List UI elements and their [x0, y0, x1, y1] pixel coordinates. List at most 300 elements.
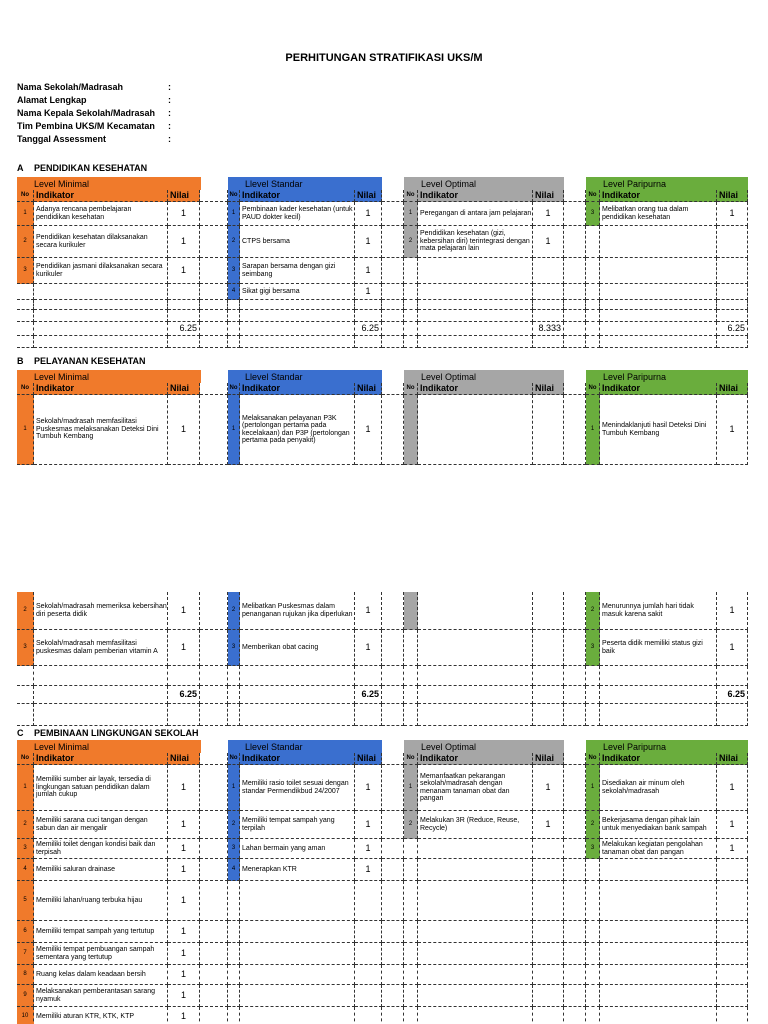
row-no-optimal: 1 — [404, 765, 418, 811]
blank-score-optimal — [533, 336, 564, 348]
empty-indicator-standar — [240, 1007, 355, 1024]
row-no-paripurna: 1 — [586, 395, 600, 465]
row-no-standar: 1 — [228, 765, 240, 811]
row-no-standar: 2 — [228, 811, 240, 839]
empty-indicator-standar — [240, 985, 355, 1007]
col-header-no-minimal: No — [17, 753, 34, 765]
empty-indicator-optimal — [418, 284, 533, 300]
blank-indicator-standar — [240, 666, 355, 686]
empty-score-paripurna — [717, 921, 748, 943]
empty-score-paripurna — [717, 859, 748, 881]
col-header-no-standar: No — [228, 753, 240, 765]
empty-score-standar — [355, 943, 382, 965]
col-header-indikator-paripurna: Indikator — [600, 190, 717, 202]
spacer-cell — [564, 881, 586, 921]
level-header-optimal: Level Optimal — [404, 177, 564, 190]
empty-indicator-optimal — [418, 395, 533, 465]
empty-score-optimal — [533, 1007, 564, 1024]
spacer-cell — [200, 258, 228, 284]
indicator-score-standar: 1 — [355, 592, 382, 630]
empty-indicator-paripurna — [600, 921, 717, 943]
empty-no-paripurna — [586, 284, 600, 300]
indicator-text-minimal: Memiliki toilet dengan kondisi baik dan terpisah — [34, 839, 168, 859]
blank-score-paripurna — [717, 300, 748, 310]
total-label-minimal — [34, 322, 168, 336]
empty-no-paripurna — [586, 1007, 600, 1024]
blank-no-paripurna — [586, 310, 600, 322]
col-header-indikator-minimal: Indikator — [34, 753, 168, 765]
indicator-text-standar: Sarapan bersama dengan gizi seimbang — [240, 258, 355, 284]
info-row-address: Alamat Lengkap : — [17, 95, 171, 105]
spacer-cell — [564, 300, 586, 310]
spacer-cell — [200, 686, 228, 704]
indicator-score-paripurna: 1 — [717, 202, 748, 226]
spacer-cell — [564, 686, 586, 704]
empty-no-optimal — [404, 592, 418, 630]
spacer-cell — [564, 202, 586, 226]
col-header-no-minimal: No — [17, 383, 34, 395]
empty-no-paripurna — [586, 859, 600, 881]
blank-no-paripurna — [586, 666, 600, 686]
indicator-text-paripurna: Disediakan air minum oleh sekolah/madrasah — [600, 765, 717, 811]
indicator-text-standar: Memiliki tempat sampah yang terpilah — [240, 811, 355, 839]
indicator-score-standar: 1 — [355, 765, 382, 811]
spacer-cell — [200, 943, 228, 965]
empty-indicator-paripurna — [600, 943, 717, 965]
blank-indicator-optimal — [418, 310, 533, 322]
blank-no-standar — [228, 666, 240, 686]
row-no-minimal: 8 — [17, 965, 34, 985]
empty-no-optimal — [404, 839, 418, 859]
indicator-score-optimal: 1 — [533, 765, 564, 811]
info-row-team: Tim Pembina UKS/M Kecamatan : — [17, 121, 171, 131]
indicator-text-paripurna: Bekerjasama dengan pihak lain untuk menyediakan bank sampah — [600, 811, 717, 839]
empty-no-optimal — [404, 630, 418, 666]
info-row-school-name: Nama Sekolah/Madrasah : — [17, 82, 171, 92]
spacer-cell — [382, 226, 404, 258]
blank-indicator-minimal — [34, 704, 168, 726]
indicator-text-minimal: Memiliki aturan KTR, KTK, KTP — [34, 1007, 168, 1024]
spacer-cell — [564, 985, 586, 1007]
empty-score-standar — [355, 881, 382, 921]
col-header-nilai-paripurna: Nilai — [717, 383, 748, 395]
indicator-text-standar: Pembinaan kader kesehatan (untuk PAUD dokter kecil) — [240, 202, 355, 226]
empty-no-optimal — [404, 395, 418, 465]
empty-indicator-optimal — [418, 921, 533, 943]
indicator-score-standar: 1 — [355, 202, 382, 226]
blank-no-minimal — [17, 666, 34, 686]
row-no-minimal: 9 — [17, 985, 34, 1007]
spacer-cell — [564, 310, 586, 322]
spacer-cell — [564, 592, 586, 630]
blank-no-optimal — [404, 704, 418, 726]
blank-score-minimal — [168, 336, 200, 348]
col-header-indikator-standar: Indikator — [240, 383, 355, 395]
row-no-minimal: 2 — [17, 592, 34, 630]
blank-indicator-standar — [240, 704, 355, 726]
total-label-paripurna — [600, 686, 717, 704]
empty-score-paripurna — [717, 226, 748, 258]
row-no-paripurna: 3 — [586, 839, 600, 859]
empty-score-paripurna — [717, 284, 748, 300]
spacer-cell — [200, 985, 228, 1007]
spacer-cell — [200, 310, 228, 322]
total-no-paripurna — [586, 686, 600, 704]
indicator-text-paripurna: Menindaklanjuti hasil Deteksi Dini Tumbuh Kembang — [600, 395, 717, 465]
indicator-score-standar: 1 — [355, 630, 382, 666]
empty-indicator-optimal — [418, 881, 533, 921]
col-header-indikator-minimal: Indikator — [34, 383, 168, 395]
level-header-standar: Llevel Standar — [228, 740, 382, 753]
spacer-cell — [200, 921, 228, 943]
row-no-minimal: 1 — [17, 765, 34, 811]
row-no-optimal: 1 — [404, 202, 418, 226]
blank-indicator-paripurna — [600, 666, 717, 686]
row-no-standar: 4 — [228, 859, 240, 881]
section-a-heading: A PENDIDIKAN KESEHATAN — [17, 163, 148, 173]
indicator-score-optimal: 1 — [533, 811, 564, 839]
col-header-no-optimal: No — [404, 190, 418, 202]
total-score-paripurna: 6.25 — [717, 686, 748, 704]
indicator-score-minimal: 1 — [168, 921, 200, 943]
indicator-score-minimal: 1 — [168, 202, 200, 226]
blank-no-paripurna — [586, 300, 600, 310]
total-no-optimal — [404, 322, 418, 336]
row-no-minimal: 3 — [17, 839, 34, 859]
spacer-cell — [382, 985, 404, 1007]
blank-indicator-standar — [240, 336, 355, 348]
empty-no-standar — [228, 881, 240, 921]
indicator-text-paripurna: Menurunnya jumlah hari tidak masuk karena sakit — [600, 592, 717, 630]
blank-indicator-minimal — [34, 310, 168, 322]
spacer-cell — [564, 336, 586, 348]
total-no-minimal — [17, 322, 34, 336]
empty-score-paripurna — [717, 985, 748, 1007]
total-no-standar — [228, 322, 240, 336]
spacer-cell — [382, 190, 404, 202]
total-no-minimal — [17, 686, 34, 704]
col-header-nilai-paripurna: Nilai — [717, 190, 748, 202]
spacer-cell — [382, 202, 404, 226]
spacer-cell — [382, 310, 404, 322]
indicator-score-standar: 1 — [355, 811, 382, 839]
blank-no-optimal — [404, 300, 418, 310]
col-header-nilai-minimal: Nilai — [168, 753, 200, 765]
empty-indicator-optimal — [418, 859, 533, 881]
indicator-score-minimal: 1 — [168, 859, 200, 881]
empty-no-standar — [228, 985, 240, 1007]
spacer-cell — [200, 965, 228, 985]
col-header-nilai-minimal: Nilai — [168, 190, 200, 202]
level-header-paripurna: Level Paripurna — [586, 177, 748, 190]
spacer-cell — [382, 592, 404, 630]
indicator-score-standar: 1 — [355, 226, 382, 258]
spacer-cell — [564, 630, 586, 666]
indicator-score-minimal: 1 — [168, 943, 200, 965]
blank-indicator-minimal — [34, 336, 168, 348]
col-header-indikator-paripurna: Indikator — [600, 383, 717, 395]
spacer-cell — [200, 1007, 228, 1024]
empty-score-paripurna — [717, 965, 748, 985]
col-header-nilai-minimal: Nilai — [168, 383, 200, 395]
row-no-minimal: 1 — [17, 395, 34, 465]
indicator-text-minimal: Pendidikan kesehatan dilaksanakan secara kurikuler — [34, 226, 168, 258]
empty-no-minimal — [17, 284, 34, 300]
blank-score-standar — [355, 336, 382, 348]
blank-score-minimal — [168, 300, 200, 310]
indicator-score-minimal: 1 — [168, 839, 200, 859]
col-header-indikator-standar: Indikator — [240, 753, 355, 765]
col-header-indikator-optimal: Indikator — [418, 753, 533, 765]
spacer-cell — [382, 1007, 404, 1024]
row-no-minimal: 6 — [17, 921, 34, 943]
empty-indicator-paripurna — [600, 859, 717, 881]
spacer-cell — [564, 704, 586, 726]
row-no-minimal: 1 — [17, 202, 34, 226]
row-no-minimal: 2 — [17, 811, 34, 839]
row-no-optimal: 2 — [404, 226, 418, 258]
indicator-text-paripurna: Melibatkan orang tua dalam pendidikan kesehatan — [600, 202, 717, 226]
empty-score-optimal — [533, 258, 564, 284]
total-label-optimal — [418, 322, 533, 336]
blank-no-optimal — [404, 336, 418, 348]
row-no-optimal: 2 — [404, 811, 418, 839]
empty-no-standar — [228, 965, 240, 985]
indicator-text-optimal: Memanfaatkan pekarangan sekolah/madrasah dengan menanam tanaman obat dan pangan — [418, 765, 533, 811]
blank-score-paripurna — [717, 336, 748, 348]
spacer-cell — [382, 881, 404, 921]
indicator-score-paripurna: 1 — [717, 630, 748, 666]
indicator-text-minimal: Melaksanakan pemberantasan sarang nyamuk — [34, 985, 168, 1007]
col-header-indikator-paripurna: Indikator — [600, 753, 717, 765]
indicator-text-standar: Melibatkan Puskesmas dalam penanganan rujukan jika diperlukan — [240, 592, 355, 630]
indicator-score-standar: 1 — [355, 395, 382, 465]
indicator-score-paripurna: 1 — [717, 811, 748, 839]
indicator-score-standar: 1 — [355, 839, 382, 859]
spacer-cell — [382, 943, 404, 965]
spacer-cell — [382, 322, 404, 336]
blank-score-optimal — [533, 310, 564, 322]
blank-indicator-minimal — [34, 300, 168, 310]
spacer-cell — [382, 383, 404, 395]
indicator-text-optimal: Pendidikan kesehatan (gizi, kebersihan diri) terintegrasi dengan mata pelajaran lain — [418, 226, 533, 258]
total-label-optimal — [418, 686, 533, 704]
indicator-score-minimal: 1 — [168, 226, 200, 258]
indicator-text-paripurna: Peserta didik memiliki status gizi baik — [600, 630, 717, 666]
col-header-indikator-optimal: Indikator — [418, 190, 533, 202]
empty-score-minimal — [168, 284, 200, 300]
row-no-standar: 1 — [228, 202, 240, 226]
col-header-nilai-optimal: Nilai — [533, 190, 564, 202]
empty-no-optimal — [404, 859, 418, 881]
blank-no-paripurna — [586, 336, 600, 348]
empty-no-optimal — [404, 881, 418, 921]
empty-indicator-standar — [240, 965, 355, 985]
spacer-cell — [200, 881, 228, 921]
indicator-text-minimal: Memiliki sarana cuci tangan dengan sabun dan air mengalir — [34, 811, 168, 839]
spacer-cell — [200, 300, 228, 310]
empty-indicator-optimal — [418, 839, 533, 859]
empty-no-optimal — [404, 943, 418, 965]
spacer-cell — [564, 765, 586, 811]
blank-no-minimal — [17, 704, 34, 726]
indicator-text-optimal: Peregangan di antara jam pelajaran — [418, 202, 533, 226]
level-header-standar: Llevel Standar — [228, 370, 382, 383]
row-no-minimal: 10 — [17, 1007, 34, 1024]
total-score-optimal: 8.333 — [533, 322, 564, 336]
empty-no-optimal — [404, 1007, 418, 1024]
blank-score-standar — [355, 300, 382, 310]
indicator-text-optimal: Melakukan 3R (Reduce, Reuse, Recycle) — [418, 811, 533, 839]
blank-no-optimal — [404, 310, 418, 322]
spacer-cell — [200, 630, 228, 666]
empty-score-optimal — [533, 395, 564, 465]
col-header-nilai-optimal: Nilai — [533, 753, 564, 765]
indicator-text-minimal: Adanya rencana pembelajaran pendidikan kesehatan — [34, 202, 168, 226]
blank-no-standar — [228, 704, 240, 726]
col-header-nilai-paripurna: Nilai — [717, 753, 748, 765]
total-label-paripurna — [600, 322, 717, 336]
spacer-cell — [200, 765, 228, 811]
total-label-minimal — [34, 686, 168, 704]
indicator-score-paripurna: 1 — [717, 839, 748, 859]
spacer-cell — [564, 284, 586, 300]
empty-no-optimal — [404, 921, 418, 943]
indicator-score-optimal: 1 — [533, 226, 564, 258]
spacer-cell — [382, 839, 404, 859]
empty-score-optimal — [533, 284, 564, 300]
spacer-cell — [382, 336, 404, 348]
blank-indicator-paripurna — [600, 310, 717, 322]
indicator-text-standar: Lahan bermain yang aman — [240, 839, 355, 859]
indicator-text-standar: CTPS bersama — [240, 226, 355, 258]
blank-score-standar — [355, 666, 382, 686]
indicator-score-minimal: 1 — [168, 765, 200, 811]
blank-indicator-paripurna — [600, 704, 717, 726]
spacer-cell — [200, 811, 228, 839]
indicator-text-paripurna: Melakukan kegiatan pengolahan tanaman obat dan pangan — [600, 839, 717, 859]
empty-score-standar — [355, 921, 382, 943]
col-header-no-paripurna: No — [586, 190, 600, 202]
empty-indicator-minimal — [34, 284, 168, 300]
empty-score-optimal — [533, 965, 564, 985]
indicator-text-standar: Menerapkan KTR — [240, 859, 355, 881]
level-header-minimal: Level Minimal — [17, 177, 201, 190]
indicator-text-minimal: Memiliki tempat pembuangan sampah sementara yang tertutup — [34, 943, 168, 965]
spacer-cell — [564, 666, 586, 686]
empty-no-standar — [228, 1007, 240, 1024]
total-no-paripurna — [586, 322, 600, 336]
level-header-standar: Llevel Standar — [228, 177, 382, 190]
info-row-date: Tanggal Assessment : — [17, 134, 171, 144]
empty-indicator-paripurna — [600, 881, 717, 921]
row-no-minimal: 7 — [17, 943, 34, 965]
empty-no-paripurna — [586, 226, 600, 258]
empty-indicator-optimal — [418, 592, 533, 630]
spacer-cell — [200, 839, 228, 859]
spacer-cell — [564, 383, 586, 395]
row-no-paripurna: 3 — [586, 630, 600, 666]
indicator-score-standar: 1 — [355, 859, 382, 881]
blank-no-minimal — [17, 300, 34, 310]
blank-score-optimal — [533, 666, 564, 686]
spacer-cell — [564, 859, 586, 881]
indicator-score-standar: 1 — [355, 258, 382, 284]
spacer-cell — [200, 336, 228, 348]
blank-score-standar — [355, 704, 382, 726]
indicator-score-optimal: 1 — [533, 202, 564, 226]
total-score-standar: 6.25 — [355, 322, 382, 336]
spacer-cell — [382, 666, 404, 686]
section-c-heading: C PEMBINAAN LINGKUNGAN SEKOLAH — [17, 728, 199, 738]
spacer-cell — [200, 226, 228, 258]
spacer-cell — [382, 765, 404, 811]
empty-indicator-paripurna — [600, 965, 717, 985]
total-no-standar — [228, 686, 240, 704]
spacer-cell — [382, 704, 404, 726]
blank-no-paripurna — [586, 704, 600, 726]
empty-no-paripurna — [586, 965, 600, 985]
empty-indicator-paripurna — [600, 226, 717, 258]
col-header-nilai-optimal: Nilai — [533, 383, 564, 395]
indicator-text-minimal: Sekolah/madrasah memfasilitasi puskesmas dalam pemberian vitamin A — [34, 630, 168, 666]
col-header-indikator-minimal: Indikator — [34, 190, 168, 202]
level-header-paripurna: Level Paripurna — [586, 740, 748, 753]
indicator-score-paripurna: 1 — [717, 765, 748, 811]
spacer-cell — [200, 859, 228, 881]
blank-score-minimal — [168, 310, 200, 322]
indicator-score-minimal: 1 — [168, 395, 200, 465]
spacer-cell — [564, 395, 586, 465]
empty-indicator-optimal — [418, 943, 533, 965]
blank-indicator-optimal — [418, 704, 533, 726]
empty-score-optimal — [533, 839, 564, 859]
total-label-standar — [240, 686, 355, 704]
blank-no-standar — [228, 336, 240, 348]
blank-no-standar — [228, 300, 240, 310]
empty-score-standar — [355, 1007, 382, 1024]
total-score-minimal: 6.25 — [168, 686, 200, 704]
indicator-score-minimal: 1 — [168, 881, 200, 921]
empty-no-paripurna — [586, 258, 600, 284]
indicator-text-minimal: Pendidikan jasmani dilaksanakan secara kurikuler — [34, 258, 168, 284]
empty-score-paripurna — [717, 1007, 748, 1024]
spacer-cell — [564, 811, 586, 839]
total-no-optimal — [404, 686, 418, 704]
blank-indicator-paripurna — [600, 336, 717, 348]
indicator-score-minimal: 1 — [168, 592, 200, 630]
col-header-nilai-standar: Nilai — [355, 383, 382, 395]
spacer-cell — [200, 322, 228, 336]
blank-score-minimal — [168, 666, 200, 686]
spacer-cell — [564, 258, 586, 284]
empty-indicator-paripurna — [600, 258, 717, 284]
indicator-text-minimal: Ruang kelas dalam keadaan bersih — [34, 965, 168, 985]
spacer-cell — [564, 226, 586, 258]
spacer-cell — [382, 686, 404, 704]
col-header-no-standar: No — [228, 190, 240, 202]
level-header-minimal: Level Minimal — [17, 740, 201, 753]
col-header-nilai-standar: Nilai — [355, 753, 382, 765]
total-score-optimal — [533, 686, 564, 704]
blank-indicator-optimal — [418, 336, 533, 348]
indicator-text-standar: Memiliki rasio toilet sesuai dengan standar Permendikbud 24/2007 — [240, 765, 355, 811]
empty-score-optimal — [533, 921, 564, 943]
spacer-cell — [564, 921, 586, 943]
blank-no-optimal — [404, 666, 418, 686]
col-header-no-paripurna: No — [586, 383, 600, 395]
empty-no-paripurna — [586, 985, 600, 1007]
